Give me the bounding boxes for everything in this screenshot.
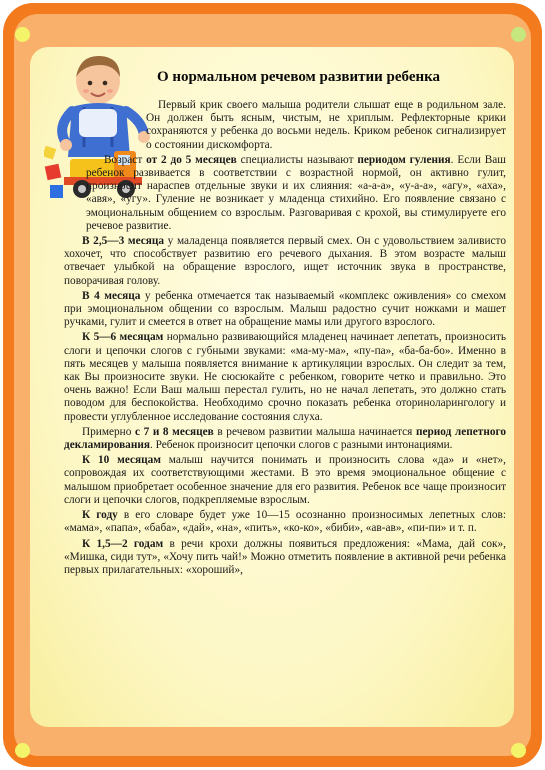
paragraph-text: специалисты называют [236,153,358,166]
paragraph-emphasis: от 2 до 5 месяцев [146,153,237,166]
paragraph-emphasis: В 4 месяца [82,289,141,302]
paragraph [64,426,506,452]
paragraph-emphasis: К 5—6 месяцам [82,331,164,344]
paragraph-emphasis: периодом гуления [357,153,451,166]
corner-dot-bottom-left [15,743,30,758]
paragraph-text: . Если Ваш ребенок развивается в соответствии с возрастной нормой, он активно гулит, произносит нараспев отдельные звуки и их слияния: «а-а-а», «у-а-а», «агу», «аха», «авя», «угу». Гуление не возникает у младенца стихийно. Его появление связано с эмоциональным общением со взрослым. Разговаривая с крохой, вы стимулируете его речевое развитие. [86,153,507,232]
paragraph [86,154,506,233]
paragraph-text: . Ребенок произносит цепочки слогов с разными интонациями. [149,439,453,452]
paragraph-text: в его словаре будет уже 10—15 осознанно произносимых лепетных слов: «мама», «папа», «баба», «дай», «на», «пить», «ко-ко», «биби», «ав-ав», «пи-пи» и т. п. [64,509,506,535]
paragraph [64,454,506,507]
paragraph-emphasis: К 10 месяцам [82,454,161,467]
paragraph-emphasis: К 1,5—2 годам [82,537,164,550]
paragraph [64,235,506,288]
paragraph-emphasis: В 2,5—3 месяца [82,235,165,248]
paragraph-text: малыш научится понимать и произносить слова «да» и «нет», сопровождая их соответствующими жестами. В это время эмоциональное общение с малышом приобретает особенное значение для его развития. Ребенок все чаще произносит слоги и цепочки слогов, подкрепляемые взрослым. [64,454,506,506]
paragraph-text: у ребенка отмечается так называемый «комплекс оживления» со смехом при эмоциональном общении со взрослым. Малыш радостно сучит ножками и машет ручками, гулит и смеется в ответ на обращение мамы или другого взрослого. [64,289,506,329]
paragraph-text: Примерно [82,425,135,438]
paragraph-text: Возраст [104,153,147,166]
corner-dot-top-right [511,27,526,42]
article-body [64,99,507,579]
paragraph-text: в речи крохи должны появиться предложения: «Мама, дай сок», «Мишка, сиди тут», «Хочу пить чай!» Можно отметить появление в активной речи ребенка первых прилагательных: «хороший», [64,537,506,576]
paragraph-text: в речевом развитии малыша начинается [213,425,416,438]
paragraph-emphasis: период лепетного декламирования [64,425,506,452]
paragraph-text: Первый крик своего малыша родители слышат еще в родильном зале. Он должен быть ясным, чистым, не хриплым. Рефлекторные крики сохраняются у ребенка до восьми недель. Криком ребенок сигнализирует о состоянии дискомфорта. [146,99,506,151]
page-frame [3,3,542,767]
paragraph-emphasis: с 7 и 8 месяцев [134,425,214,438]
paragraph [64,509,506,535]
corner-dot-top-left [15,27,30,42]
paragraph-emphasis: К году [82,509,118,522]
paragraph [64,290,506,330]
paragraph [64,538,506,578]
paragraph-text: нормально развивающийся младенец начинает лепетать, произносить слоги и цепочки слогов с губными звуками: «ма-му-ма», «пу-па», «ба-ба-бо». Именно в пять месяцев у малыша появляется внимание к артикуляции взрослых. Он следит за тем, как Вы произносите звуки. Не сюсюкайте с ребенком, говорите четко и правильно. Это очень важно! Если Ваш малыш перестал гулить, но не начал лепетать, это должно стать поводом для беспокойства. Необходимо срочно показать ребенка оториноларингологу и провести углубленное исследование состояния слуха. [64,331,506,423]
page-title: О нормальном речевом развитии ребенка [157,69,441,85]
paragraph [64,331,506,423]
paragraph-text: у маладенца появляется первый смех. Он с удовольствием заливисто хохочет, что способствует развитию его речевого дыхания. В этом возрасте малыш отвечает улыбкой на обращение взрослого, ищет источник звука в пространстве, поворачивая голову. [64,235,506,287]
document-sheet [30,47,514,727]
paragraph [86,99,506,152]
corner-dot-bottom-right [511,743,526,758]
